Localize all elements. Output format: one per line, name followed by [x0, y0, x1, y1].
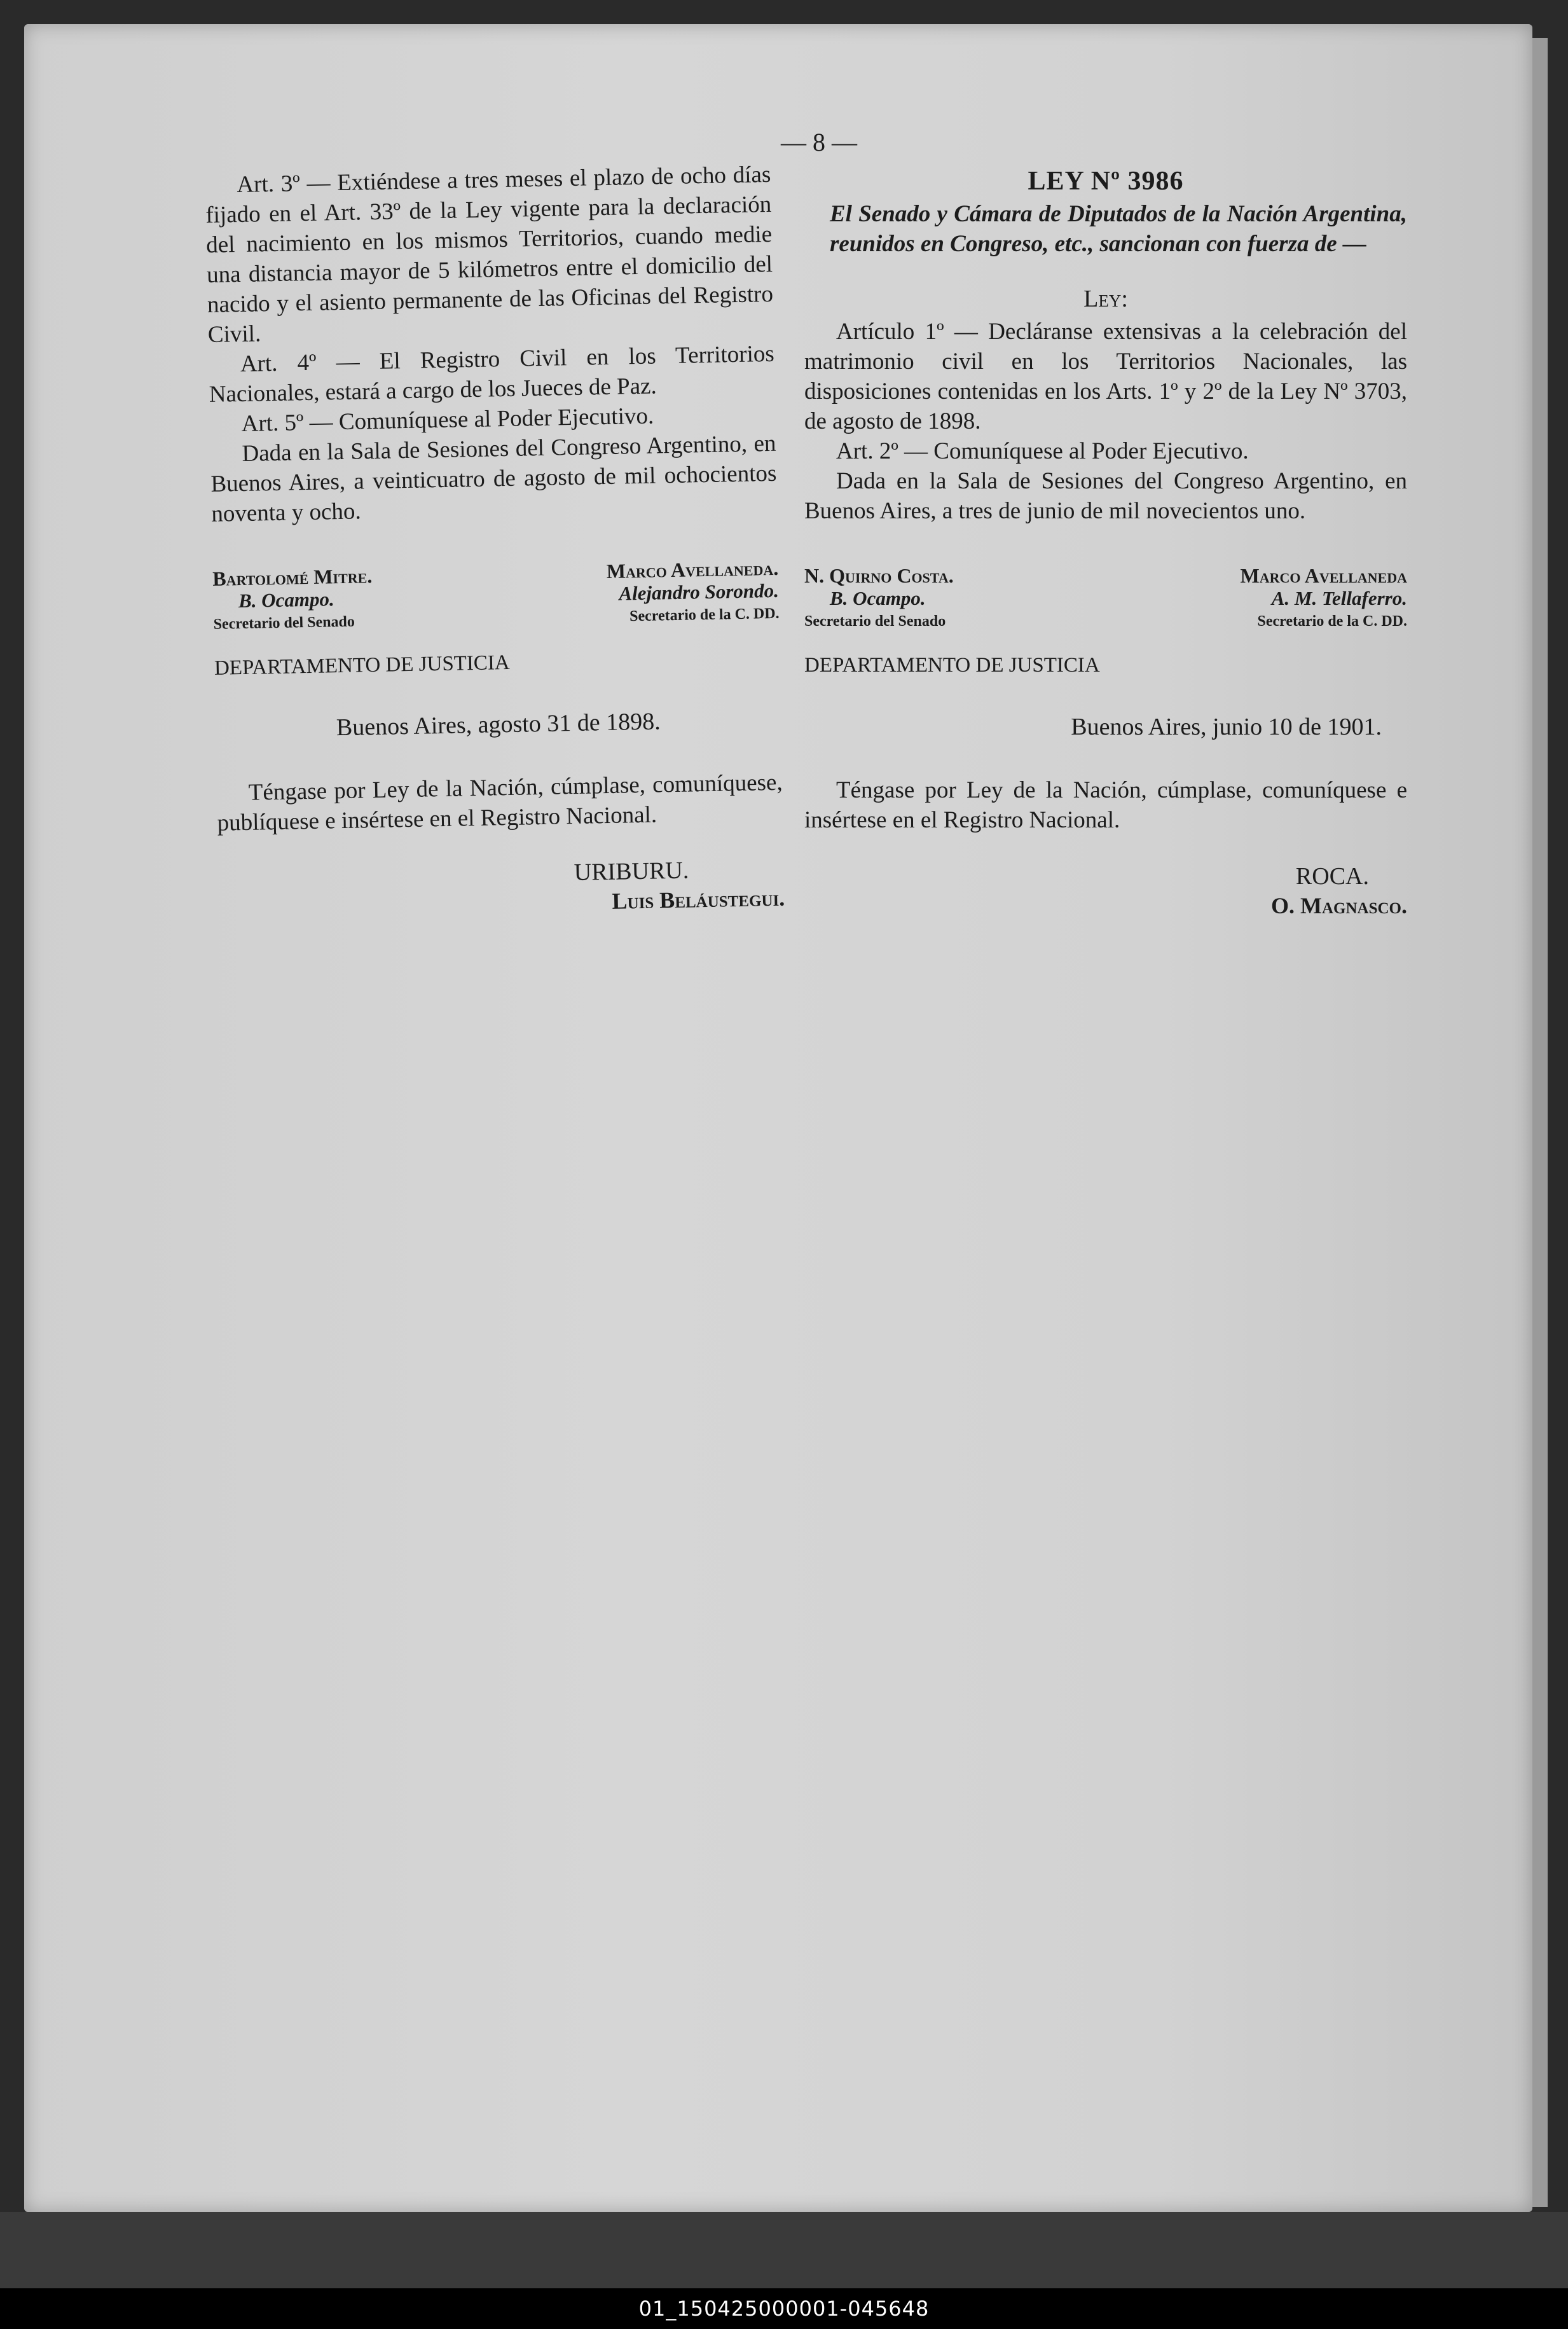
- right-article-1: Artículo 1º — Decláranse extensivas a la celebración del matrimonio civil en los Territorios Nacionales, las disposiciones contenidas en los Arts. 1º y 2º de la Ley Nº 3703, de agosto de 1898.: [804, 319, 1407, 434]
- left-article-5: Art. 5º — Comuníquese al Poder Ejecutivo.: [241, 403, 654, 437]
- left-article-3: Art. 3º — Extiéndese a tres meses el plazo de ocho días fijado en el Art. 33º de la Ley vigente para la declaración del nacimiento en los mismos Territorios, cuando medie una distancia mayor de 5 kilómetros entre el domicilio del nacido y el asiento permanente de las Oficinas del Registro Civil.: [205, 161, 774, 348]
- signature-secretary: B. Ocampo.: [238, 588, 334, 612]
- left-closing: Téngase por Ley de la Nación, cúmplase, comuníquese, publíquese e insértese en el Registro Nacional.: [217, 769, 783, 836]
- right-signature-senate: [804, 564, 954, 633]
- right-closing: Téngase por Ley de la Nación, cúmplase, comuníquese e insértese en el Registro Nacional.: [804, 777, 1407, 833]
- right-signatures: [804, 564, 1407, 633]
- right-signature-deputies: [1241, 564, 1407, 633]
- page-edge: [1532, 38, 1548, 2207]
- signature-name: Marco Avellaneda.: [606, 556, 779, 583]
- law-preamble: El Senado y Cámara de Diputados de la Nación Argentina, reunidos en Congreso, etc., sancionan con fuerza de —: [830, 201, 1407, 257]
- right-article-2: Art. 2º — Comuníquese al Poder Ejecutivo.: [836, 438, 1249, 464]
- law-title: LEY Nº 3986: [1028, 167, 1184, 196]
- executive-president: ROCA.: [1295, 863, 1369, 890]
- left-article-4: Art. 4º — El Registro Civil en los Territorios Nacionales, estará a cargo de los Jueces de Paz.: [209, 340, 775, 408]
- signature-name: Marco Avellaneda: [1240, 564, 1407, 587]
- signature-role: Secretario del Senado: [213, 613, 355, 633]
- left-date: Buenos Aires, agosto 31 de 1898.: [336, 708, 661, 742]
- executive-minister: Luis Beláustegui.: [612, 885, 785, 914]
- scanner-bed: [0, 2212, 1568, 2288]
- page-number: — 8 —: [781, 128, 857, 156]
- left-signature-deputies: [606, 556, 779, 628]
- signature-name: Bartolomé Mitre.: [212, 564, 373, 590]
- right-department: DEPARTAMENTO DE JUSTICIA: [804, 654, 1100, 677]
- left-signatures: [212, 556, 780, 636]
- signature-secretary: A. M. Tellaferro.: [1271, 587, 1407, 609]
- right-dada-en: Dada en la Sala de Sesiones del Congreso Argentino, en Buenos Aires, a tres de junio de mil novecientos uno.: [804, 468, 1407, 524]
- right-column: [804, 167, 1407, 920]
- executive-minister: O. Magnasco.: [1271, 893, 1407, 918]
- left-column: [205, 160, 785, 923]
- left-dada-en: Dada en la Sala de Sesiones del Congreso Argentino, en Buenos Aires, a veinticuatro de agosto de mil ochocientos noventa y ocho.: [210, 430, 777, 527]
- signature-secretary: B. Ocampo.: [830, 587, 926, 609]
- left-signature-senate: [212, 564, 373, 636]
- right-executive-signatures: [804, 862, 1407, 920]
- signature-role: Secretario del Senado: [804, 613, 946, 630]
- right-date: Buenos Aires, junio 10 de 1901.: [1071, 714, 1382, 740]
- scan-identifier: 01_150425000001-045648: [0, 2288, 1568, 2329]
- executive-president: URIBURU.: [574, 857, 689, 887]
- signature-name: N. Quirno Costa.: [804, 564, 954, 587]
- left-executive-signatures: [218, 854, 785, 923]
- signature-role: Secretario de la C. DD.: [629, 605, 780, 625]
- ley-heading: Ley:: [1083, 286, 1128, 312]
- left-department: DEPARTAMENTO DE JUSTICIA: [214, 651, 511, 680]
- signature-secretary: Alejandro Sorondo.: [619, 579, 780, 605]
- signature-role: Secretario de la C. DD.: [1257, 613, 1407, 630]
